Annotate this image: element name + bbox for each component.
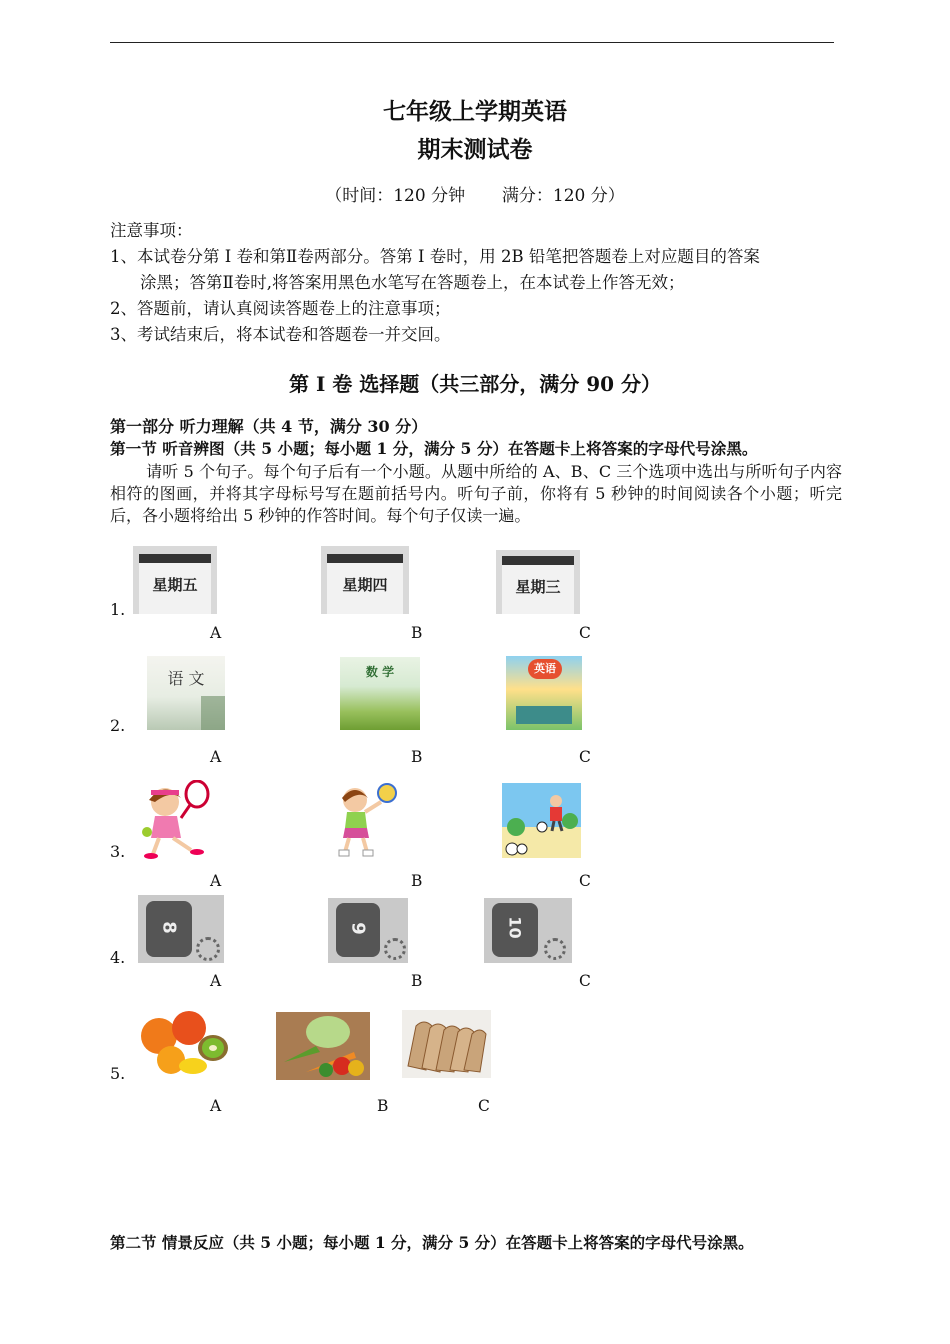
q5-option-b: B <box>377 1097 389 1115</box>
q3-option-a: A <box>210 872 222 890</box>
sub-2-title: 第二节 情景反应（共 5 小题；每小题 1 分，满分 5 分）在答题卡上将答案的字母代号涂黑。 <box>110 1233 754 1252</box>
sub-1-instruction: 请听 5 个句子。每个句子后有一个小题。从题中所给的 A、B、C 三个选项中选出与所听句子内容相符的图画，并将其字母标号写在题前括号内。听句子前，你将有 5 秒钟的时间阅读各个小题；听完后，各小题将给出 5 秒钟的作答时间。每个句子仅读一遍。 <box>110 462 842 525</box>
q2-option-b: B <box>411 748 423 766</box>
q4-option-a: A <box>210 972 222 990</box>
section-1-title: 第 I 卷 选择题（共三部分，满分 90 分） <box>288 372 661 396</box>
sub-1-title: 第一节 听音辨图（共 5 小题；每小题 1 分，满分 5 分）在答题卡上将答案的字母代号涂黑。 <box>110 439 758 458</box>
q3-image-c-football-girl <box>502 783 581 858</box>
q5-image-a-fruits <box>133 1006 231 1080</box>
q1-image-b: 星期四 <box>321 546 409 614</box>
q2-option-c: C <box>579 748 591 766</box>
score-info: 满分：120 分） <box>501 186 625 206</box>
question-4-number: 4. <box>110 948 126 967</box>
part-1-title: 第一部分 听力理解（共 4 节，满分 30 分） <box>110 417 428 436</box>
q4-image-a: 8 <box>138 895 224 963</box>
q5-option-a: A <box>210 1097 222 1115</box>
q4-option-c: C <box>579 972 591 990</box>
q5-image-c-bread <box>402 1010 491 1078</box>
time-score-line <box>0 181 950 206</box>
notice-item-1a: 1、本试卷分第 I 卷和第Ⅱ卷两部分。答第 I 卷时，用 2B 铅笔把答题卷上对应题目的答案 <box>110 247 760 266</box>
exam-subtitle: 期末测试卷 <box>417 136 533 163</box>
q4-option-b: B <box>411 972 423 990</box>
q4-image-c: 10 <box>484 898 572 963</box>
q3-option-b: B <box>411 872 423 890</box>
q3-image-a-tennis-girl <box>135 780 220 860</box>
header-rule <box>110 42 834 43</box>
q1-image-a: 星期五 <box>133 546 217 614</box>
q4-image-b: 9 <box>328 898 408 963</box>
q1-option-c: C <box>579 624 591 642</box>
q5-option-c: C <box>478 1097 490 1115</box>
notice-item-1b: 涂黑；答第Ⅱ卷时,将答案用黑色水笔写在答题卷上，在本试卷上作答无效； <box>140 273 685 292</box>
q2-image-b: 数 学 <box>340 657 420 730</box>
q2-image-c: 英语 <box>506 656 582 730</box>
q1-image-c: 星期三 <box>496 550 580 614</box>
q2-image-a: 语 文 <box>147 656 225 730</box>
notice-item-3: 3、考试结束后，将本试卷和答题卷一并交回。 <box>110 325 451 344</box>
q1-option-a: A <box>210 624 222 642</box>
q3-option-c: C <box>579 872 591 890</box>
question-1-number: 1. <box>110 600 126 619</box>
q5-image-b-vegetables <box>276 1012 370 1080</box>
q1-option-b: B <box>411 624 423 642</box>
q2-option-a: A <box>210 748 222 766</box>
notice-heading: 注意事项： <box>110 221 193 240</box>
notice-item-2: 2、答题前，请认真阅读答题卷上的注意事项； <box>110 299 451 318</box>
question-3-number: 3. <box>110 842 126 861</box>
exam-title: 七年级上学期英语 <box>383 98 567 125</box>
question-5-number: 5. <box>110 1064 126 1083</box>
time-info: （时间：120 分钟 <box>325 186 466 206</box>
question-2-number: 2. <box>110 716 126 735</box>
q3-image-b-volleyball-girl <box>331 782 401 858</box>
